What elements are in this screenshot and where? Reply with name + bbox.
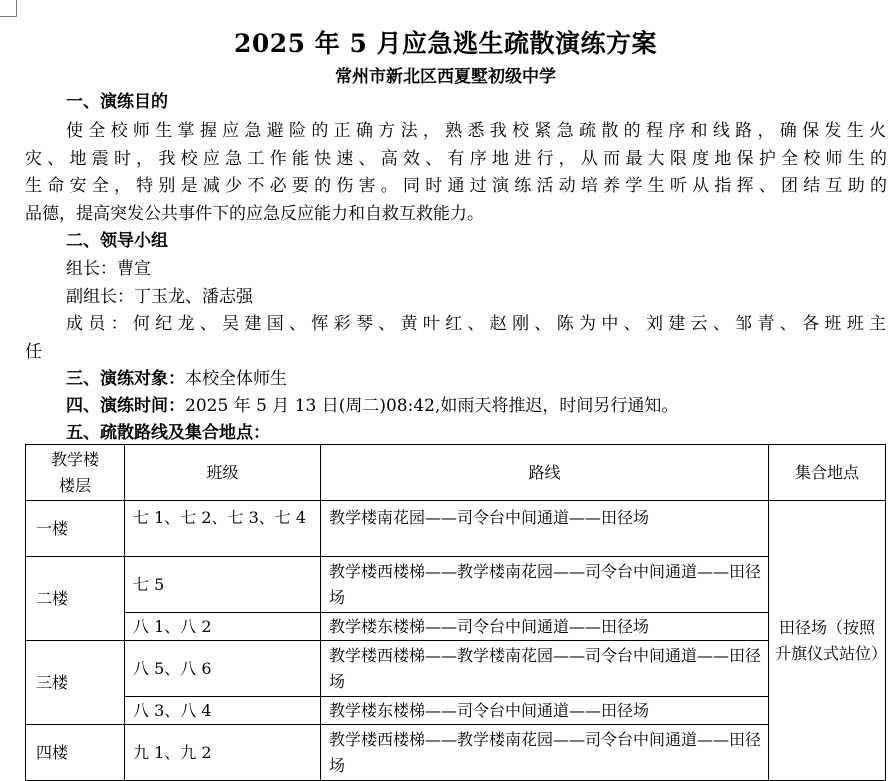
floor-cell: 三楼 (26, 641, 125, 725)
page-corner-mark (0, 0, 17, 17)
class-cell: 八 5、八 6 (125, 641, 321, 697)
members-line-cont: 任 (25, 342, 42, 362)
route-cell: 教学楼西楼梯——教学楼南花园——司令台中间通道——田径场 (321, 641, 769, 697)
members-line: 成员：何纪龙、吴建国、恽彩琴、黄叶红、赵刚、陈为中、刘建云、邹青、各班班主 (66, 314, 886, 334)
section-3-label: 三、演练对象： (66, 369, 185, 389)
route-cell: 教学楼东楼梯——司令台中间通道——田径场 (321, 697, 769, 725)
document-title: 2025 年 5 月应急逃生疏散演练方案 (233, 29, 658, 58)
table-row (26, 613, 886, 641)
floor-cell: 二楼 (26, 557, 125, 641)
leader-line: 组长：曹宣 (66, 259, 151, 279)
class-cell: 七 5 (125, 557, 321, 613)
paragraph-line: 生命安全，特别是减少不必要的伤害。同时通过演练活动培养学生听从指挥、团结互助的 (25, 176, 887, 196)
class-cell: 八 1、八 2 (125, 613, 321, 641)
section-4-label: 四、演练时间： (66, 396, 185, 416)
paragraph-line: 使全校师生掌握应急避险的正确方法，熟悉我校紧急疏散的程序和线路，确保发生火 (66, 121, 886, 141)
table-row (26, 557, 886, 613)
table-row (26, 725, 886, 781)
class-cell: 七 1、七 2、七 3、七 4 (125, 501, 321, 557)
route-cell: 教学楼东楼梯——司令台中间通道——田径场 (321, 613, 769, 641)
school-name: 常州市新北区西夏墅初级中学 (335, 67, 556, 87)
route-cell: 教学楼南花园——司令台中间通道——田径场 (321, 501, 769, 557)
section-4-line (66, 393, 886, 419)
section-1-heading: 一、演练目的 (66, 92, 168, 112)
section-2-heading: 二、领导小组 (66, 231, 168, 251)
assembly-cell: 田径场（按照升旗仪式站位） (769, 501, 886, 781)
class-cell: 九 1、九 2 (125, 725, 321, 781)
table-row (26, 501, 886, 557)
section-3-line (66, 366, 886, 392)
section-3-value: 本校全体师生 (185, 369, 287, 389)
evacuation-table (25, 444, 886, 781)
header-route: 路线 (321, 445, 769, 501)
table-row (26, 641, 886, 697)
header-floor: 教学楼楼层 (26, 445, 125, 501)
paragraph-line: 灾、地震时，我校应急工作能快速、高效、有序地进行，从而最大限度地保护全校师生的 (25, 149, 887, 169)
table-row (26, 697, 886, 725)
class-cell: 八 3、八 4 (125, 697, 321, 725)
floor-cell: 四楼 (26, 725, 125, 781)
header-assembly: 集合地点 (769, 445, 886, 501)
section-4-value: 2025 年 5 月 13 日(周二)08:42,如雨天将推迟，时间另行通知。 (185, 396, 679, 416)
route-cell: 教学楼西楼梯——教学楼南花园——司令台中间通道——田径场 (321, 725, 769, 781)
deputy-line: 副组长：丁玉龙、潘志强 (66, 287, 253, 307)
table-header-row (26, 445, 886, 501)
paragraph-line: 品德，提高突发公共事件下的应急反应能力和自救互救能力。 (25, 204, 484, 224)
route-cell: 教学楼西楼梯——教学楼南花园——司令台中间通道——田径场 (321, 557, 769, 613)
section-5-heading: 五、疏散路线及集合地点： (66, 423, 270, 443)
header-class: 班级 (125, 445, 321, 501)
floor-cell: 一楼 (26, 501, 125, 557)
